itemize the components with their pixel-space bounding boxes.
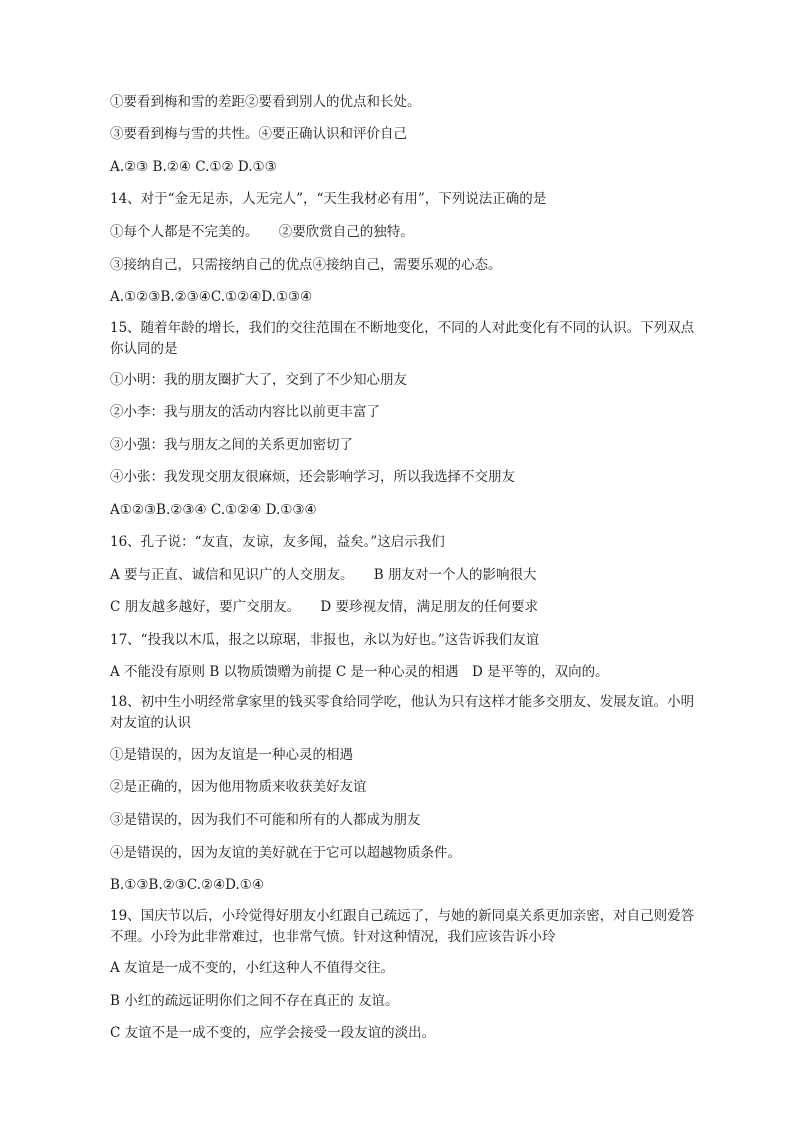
text-line: ①是错误的，因为友谊是一种心灵的相遇 xyxy=(110,747,353,763)
text-line: ③要看到梅与雪的共性。④要正确认识和评价自己 xyxy=(110,126,407,142)
question-16: 16、孔子说：“友直，友谅，友多闻，益矣。”这启示我们 xyxy=(110,534,445,550)
text-line: ②小李：我与朋友的活动内容比以前更丰富了 xyxy=(110,404,380,420)
answer-option-b: B 小红的疏远证明你们之间不存在真正的 友谊。 xyxy=(110,993,399,1009)
answer-options: B.①③B.②③C.②④D.①④ xyxy=(110,877,265,893)
text-line: ③小强：我与朋友之间的关系更加密切了 xyxy=(110,437,353,453)
text-line: ④小张：我发现交朋友很麻烦，还会影响学习，所以我选择不交朋友 xyxy=(110,469,515,485)
question-17: 17、“投我以木瓜，报之以琼琚，非报也，永以为好也。”这告诉我们友谊 xyxy=(110,632,540,648)
question-19: 19、国庆节以后，小玲觉得好朋友小红跟自己疏远了，与她的新同桌关系更加亲密，对自己则爱答不理。小玲为此非常难过，也非常气愤。针对这种情况，我们应该告诉小玲 xyxy=(110,908,695,945)
text-line: ④是错误的，因为友谊的美好就在于它可以超越物质条件。 xyxy=(110,845,461,861)
text-line: ①要看到梅和雪的差距②要看到别人的优点和长处。 xyxy=(110,94,421,110)
text-line: ①每个人都是不完美的。 ②要欣赏自己的独特。 xyxy=(110,224,414,240)
answer-options: C 朋友越多越好，要广交朋友。 D 要珍视友情，满足朋友的任何要求 xyxy=(110,599,538,615)
text-line: ①小明：我的朋友圈扩大了，交到了不少知心朋友 xyxy=(110,372,407,388)
answer-options: A.①②③B.②③④C.①②④D.①③④ xyxy=(110,289,313,305)
answer-options: A 不能没有原则 B 以物质馈赠为前提 C 是一种心灵的相遇 D 是平等的，双向的。 xyxy=(110,664,609,680)
text-line: ③接纳自己，只需接纳自己的优点④接纳自己，需要乐观的心态。 xyxy=(110,257,502,273)
answer-options: A.②③ B.②④ C.①② D.①③ xyxy=(110,159,277,175)
question-15: 15、随着年龄的增长，我们的交往范围在不断地变化，不同的人对此变化有不同的认识。下列双点你认同的是 xyxy=(110,320,695,357)
answer-options: A 要与正直、诚信和见识广的人交朋友。 B 朋友对一个人的影响很大 xyxy=(110,567,537,583)
question-18: 18、初中生小明经常拿家里的钱买零食给同学吃，他认为只有这样才能多交朋友、发展友谊。小明对友谊的认识 xyxy=(110,694,695,731)
answer-option-a: A 友谊是一成不变的，小红这种人不值得交往。 xyxy=(110,960,395,976)
answer-options: A①②③B.②③④ C.①②④ D.①③④ xyxy=(110,502,317,518)
text-line: ③是错误的，因为我们不可能和所有的人都成为朋友 xyxy=(110,812,421,828)
answer-option-c: C 友谊不是一成不变的，应学会接受一段友谊的淡出。 xyxy=(110,1025,436,1041)
text-line: ②是正确的，因为他用物质来收获美好友谊 xyxy=(110,779,367,795)
question-14: 14、对于“金无足赤，人无完人”，“天生我材必有用”，下列说法正确的是 xyxy=(110,191,547,207)
